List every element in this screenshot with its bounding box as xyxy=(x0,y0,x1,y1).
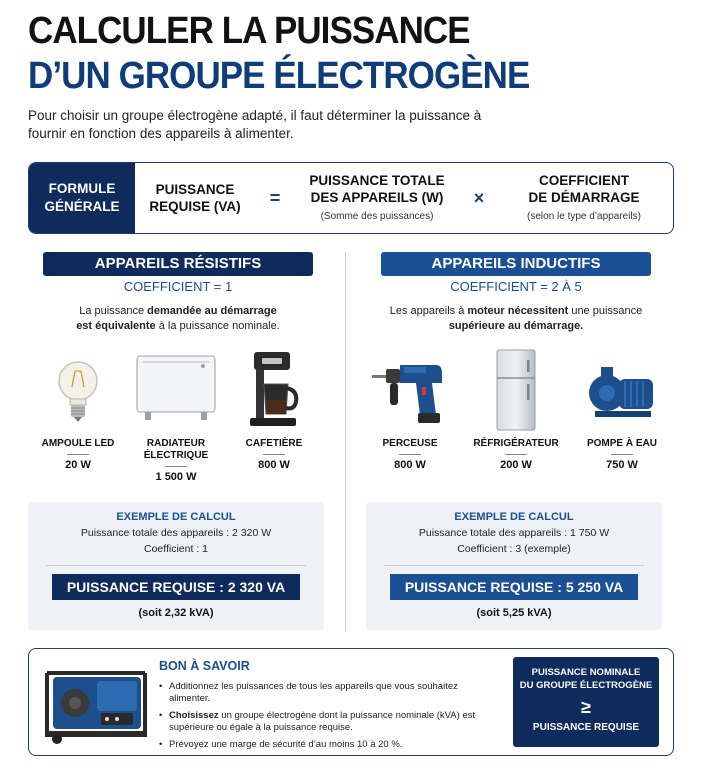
resistive-desc-c: est équivalente xyxy=(76,320,156,332)
calc-kva: (soit 2,32 kVA) xyxy=(138,607,214,619)
term1-line1: PUISSANCE xyxy=(155,182,235,197)
resistive-calc-example xyxy=(28,502,324,630)
inductive-coefficient: COEFFICIENT = 2 À 5 xyxy=(450,279,582,294)
device-name: CAFETIÈRE xyxy=(245,438,303,449)
calc-line-coefficient: Coefficient : 1 xyxy=(143,543,208,555)
device-rule xyxy=(399,454,421,455)
tips-list xyxy=(159,681,499,756)
term3-sub: (selon le type d’appareils) xyxy=(527,210,641,222)
device-value: 800 W xyxy=(258,459,290,471)
formula-term-coefficient xyxy=(499,172,669,225)
resistive-description xyxy=(28,304,328,334)
resistive-column xyxy=(28,252,328,619)
resistive-desc-a: La puissance xyxy=(79,305,148,317)
page-title-line1: CALCULER LA PUISSANCE xyxy=(28,10,470,52)
intro-text: Pour choisir un groupe électrogène adapté, il faut déterminer la puissance à fournir en fonction des appareils à alimenter. xyxy=(28,108,482,141)
resistive-desc-d: à la puissance nominale. xyxy=(155,320,280,332)
device-value: 200 W xyxy=(500,459,532,471)
tips-title: BON À SAVOIR xyxy=(159,659,250,673)
formula-label-line2: GÉNÉRALE xyxy=(44,199,120,214)
device-value: 1 500 W xyxy=(155,471,197,483)
times-sign: × xyxy=(473,187,485,208)
device-name: POMPE À EAU xyxy=(586,438,657,449)
term2-line1: PUISSANCE TOTALE xyxy=(309,172,445,188)
rule-box-symbol: ≥ xyxy=(581,697,591,717)
inductive-desc-b: moteur nécessitent xyxy=(467,305,569,317)
inductive-description xyxy=(366,304,666,334)
calc-result: PUISSANCE REQUISE : 2 320 VA xyxy=(52,574,300,600)
formula-term-required-power xyxy=(135,181,255,215)
inductive-column xyxy=(366,252,666,619)
device-coffee-maker xyxy=(224,346,324,471)
rule-box-required: PUISSANCE REQUISE xyxy=(532,722,640,733)
resistive-coefficient: COEFFICIENT = 1 xyxy=(123,279,233,294)
device-rule xyxy=(263,454,285,455)
tip-item: • Prévoyez une marge de sécurité d’au moins 10 à 20 %. xyxy=(159,739,499,751)
term3-line2: DE DÉMARRAGE xyxy=(528,189,640,205)
calc-title: EXEMPLE DE CALCUL xyxy=(454,511,574,523)
tips-panel xyxy=(28,648,674,756)
calc-result: PUISSANCE REQUISE : 5 250 VA xyxy=(390,574,638,600)
rule-box-line1: PUISSANCE NOMINALE xyxy=(531,667,641,678)
calc-rule xyxy=(384,565,644,566)
device-water-pump xyxy=(572,352,672,471)
device-name: AMPOULE LED xyxy=(41,438,115,449)
device-value: 750 W xyxy=(606,459,638,471)
calc-rule xyxy=(46,565,306,566)
fridge-icon xyxy=(466,348,566,432)
coffee-maker-icon xyxy=(224,346,324,432)
device-name: RADIATEUR ÉLECTRIQUE xyxy=(143,438,209,461)
device-drill xyxy=(360,352,460,471)
calc-line-total: Puissance totale des appareils : 1 750 W xyxy=(418,527,610,539)
device-value: 800 W xyxy=(394,459,426,471)
device-rule xyxy=(67,454,89,455)
tip-item xyxy=(159,710,499,734)
term2-line2: DES APPAREILS (W) xyxy=(310,189,444,205)
inductive-calc-example xyxy=(366,502,662,630)
page-title-line2: D’UN GROUPE ÉLECTROGÈNE xyxy=(28,55,530,97)
equals-sign: = xyxy=(269,187,281,208)
formula-label-line1: FORMULE xyxy=(48,181,116,196)
device-fridge xyxy=(466,348,566,471)
device-led-bulb xyxy=(28,352,128,471)
calc-line-total: Puissance totale des appareils : 2 320 W xyxy=(80,527,272,539)
inductive-devices xyxy=(366,352,666,492)
inductive-heading: APPAREILS INDUCTIFS xyxy=(381,252,651,276)
rule-box-nominal xyxy=(513,666,659,692)
term1-line2: REQUISE (VA) xyxy=(149,199,241,214)
resistive-desc-b: demandée au démarrage xyxy=(147,305,277,317)
inductive-desc-d: supérieure au démarrage. xyxy=(448,320,584,332)
term2-sub: (Somme des puissances) xyxy=(320,210,434,222)
calc-title: EXEMPLE DE CALCUL xyxy=(116,511,236,523)
tip-item2-bold: Choisissez xyxy=(169,710,219,721)
radiator-icon xyxy=(126,342,226,432)
device-rule xyxy=(505,454,527,455)
calc-kva: (soit 5,25 kVA) xyxy=(476,607,552,619)
resistive-heading: APPAREILS RÉSISTIFS xyxy=(43,252,313,276)
term3-line1: COEFFICIENT xyxy=(539,172,629,188)
formula-label xyxy=(29,163,135,233)
calc-line-coefficient: Coefficient : 3 (exemple) xyxy=(457,543,571,555)
rule-box xyxy=(513,657,659,747)
light-bulb-icon xyxy=(28,352,128,432)
column-divider xyxy=(345,252,346,632)
tip-item2-text: un groupe électrogène dont la puissance nominale (kVA) est supérieure ou égale à la puissance requise. xyxy=(169,710,476,733)
device-name: RÉFRIGÉRATEUR xyxy=(473,438,559,449)
device-rule xyxy=(165,466,187,467)
drill-icon xyxy=(360,352,460,432)
generator-icon xyxy=(41,659,151,745)
device-value: 20 W xyxy=(65,459,91,471)
device-radiator xyxy=(126,342,226,483)
formula-bar xyxy=(28,162,674,234)
inductive-desc-a: Les appareils à xyxy=(389,305,468,317)
tip-item: • Additionnez les puissances de tous les appareils que vous souhaitez alimenter. xyxy=(159,681,499,705)
water-pump-icon xyxy=(572,352,672,432)
resistive-devices xyxy=(28,352,328,492)
inductive-desc-c: une puissance xyxy=(568,305,643,317)
rule-box-line2: DU GROUPE ÉLECTROGÈNE xyxy=(519,680,653,691)
formula-term-total-power xyxy=(295,172,459,225)
device-rule xyxy=(611,454,633,455)
device-name: PERCEUSE xyxy=(382,438,438,449)
